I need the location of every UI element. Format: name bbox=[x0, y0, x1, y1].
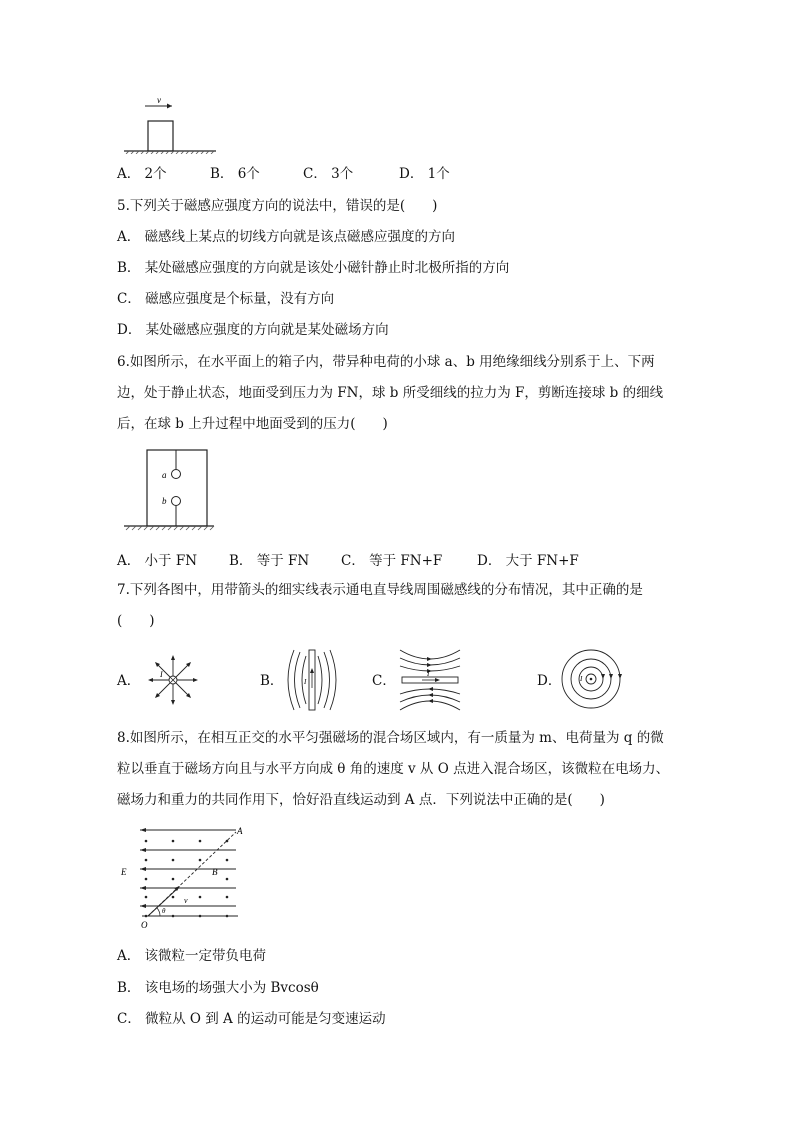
q7-option-c-letter: C． bbox=[372, 673, 396, 689]
q6-option-a: A． 小于 FN bbox=[117, 553, 198, 569]
q5-option-b: B． 某处磁感应强度的方向就是该处小磁针静止时北极所指的方向 bbox=[117, 260, 510, 276]
q7-figure-b bbox=[286, 648, 338, 712]
q7-option-a-letter: A． bbox=[117, 673, 141, 689]
q4-option-c: C． 3个 bbox=[303, 166, 354, 182]
q8-option-c: C． 微粒从 O 到 A 的运动可能是匀变速运动 bbox=[117, 1011, 386, 1027]
q8-stem-line-3: 磁场力和重力的共同作用下，恰好沿直线运动到 A 点．下列说法中正确的是( ) bbox=[117, 792, 605, 808]
q4-option-d: D． 1个 bbox=[399, 166, 450, 182]
q5-option-c: C． 磁感应强度是个标量，没有方向 bbox=[117, 291, 335, 307]
q6-option-b: B． 等于 FN bbox=[229, 553, 310, 569]
ball-b-label: b bbox=[162, 496, 167, 506]
e-field-label: E bbox=[121, 867, 127, 877]
q8-option-b: B． 该电场的场强大小为 Bvcosθ bbox=[117, 980, 319, 996]
q5-option-a: A． 磁感线上某点的切线方向就是该点磁感应强度的方向 bbox=[117, 229, 456, 245]
q5-stem: 5.下列关于磁感应强度方向的说法中，错误的是( ) bbox=[117, 198, 438, 214]
point-a-label: A bbox=[237, 826, 243, 836]
q7-c-current-label: I bbox=[427, 670, 430, 678]
q6-options bbox=[117, 551, 579, 571]
q8-stem-line-2: 粒以垂直于磁场方向且与水平方向成 θ 角的速度 v 从 O 点进入混合场区，该微粒在电场力、 bbox=[117, 761, 670, 777]
q4-options bbox=[117, 164, 450, 184]
origin-o-label: O bbox=[141, 920, 148, 930]
velocity-label: v bbox=[157, 95, 161, 105]
q7-stem-line-1: 7.下列各图中，用带箭头的细实线表示通电直导线周围磁感线的分布情况，其中正确的是 bbox=[117, 582, 643, 598]
q8-option-a: A． 该微粒一定带负电荷 bbox=[117, 948, 267, 964]
q7-figure-a bbox=[144, 652, 202, 708]
q6-stem-line-1: 6.如图所示，在水平面上的箱子内，带异种电荷的小球 a、b 用绝缘细线分别系于上、下两 bbox=[117, 354, 655, 370]
q4-block-figure bbox=[120, 92, 220, 154]
theta-label: θ bbox=[162, 907, 166, 915]
q6-stem-line-2: 边，处于静止状态，地面受到压力为 FN，球 b 所受细线的拉力为 F，剪断连接球 b 的细线 bbox=[117, 385, 664, 401]
q7-a-current-label: I bbox=[160, 670, 163, 679]
q6-box-figure bbox=[120, 446, 216, 534]
q4-option-b: B． 6个 bbox=[210, 166, 260, 182]
q4-option-a: A． 2个 bbox=[117, 166, 167, 182]
q7-figure-d bbox=[560, 648, 622, 710]
q7-figure-c bbox=[398, 646, 462, 714]
q6-option-c: C． 等于 FN+F bbox=[341, 553, 443, 569]
q7-option-b-letter: B． bbox=[260, 673, 284, 689]
q5-option-d: D． 某处磁感应强度的方向就是某处磁场方向 bbox=[117, 322, 389, 338]
q6-stem-line-3: 后，在球 b 上升过程中地面受到的压力( ) bbox=[117, 416, 388, 432]
q7-d-current-label: I bbox=[580, 675, 583, 683]
b-field-label: B bbox=[212, 867, 218, 877]
q7-stem-line-2: ( ) bbox=[117, 613, 155, 629]
q7-b-current-label: I bbox=[304, 678, 307, 686]
q7-option-d-letter: D． bbox=[537, 673, 562, 689]
velocity-v-label: v bbox=[184, 896, 188, 905]
q8-stem-line-1: 8.如图所示，在相互正交的水平匀强磁场的混合场区域内，有一质量为 m、电荷量为 q 的微 bbox=[117, 730, 664, 746]
ball-a-label: a bbox=[162, 470, 167, 480]
q6-option-d: D． 大于 FN+F bbox=[477, 553, 579, 569]
q8-field-figure bbox=[118, 824, 258, 932]
